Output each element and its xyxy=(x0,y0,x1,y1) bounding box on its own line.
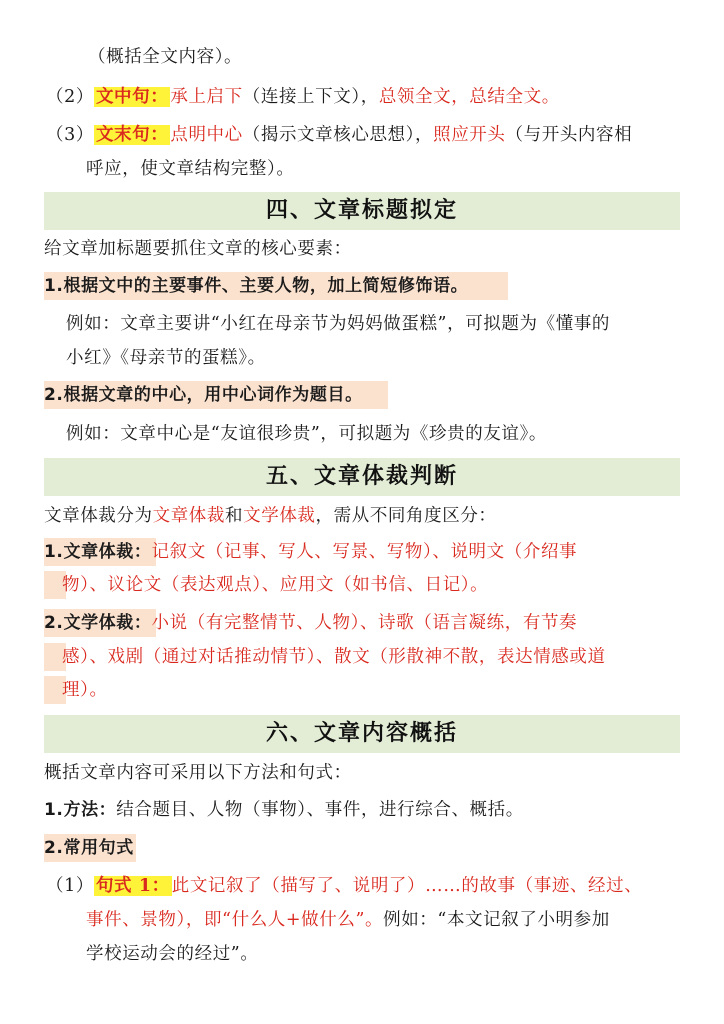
pattern-1-tag: 句式 1： xyxy=(95,876,170,896)
section-6-pattern-1-line-2 xyxy=(86,907,610,933)
section-5-point-2-label: 2.文学体裁： xyxy=(44,613,152,633)
section-5-point-2-line-3: 理）。 xyxy=(62,680,108,700)
summary-continuation: （概括全文内容）。 xyxy=(88,47,243,67)
section-5-point-1-line-1 xyxy=(44,539,577,565)
item-2-keyword: 承上启下 xyxy=(170,87,243,107)
section-5-point-1-text: 记叙文（记事、写人、写景、写物）、说明文（介绍事 xyxy=(151,542,578,562)
section-4-example-2: 例如：文章中心是“友谊很珍贵”，可拟题为《珍贵的友谊》。 xyxy=(66,424,547,444)
section-4-point-1: 1.根据文中的主要事件、主要人物，加上简短修饰语。 xyxy=(44,276,469,296)
item-3-number: （3） xyxy=(46,125,94,145)
section-6-method-label: 1.方法： xyxy=(44,800,117,820)
item-2-line xyxy=(46,84,560,110)
item-3-keyword: 点明中心 xyxy=(170,125,243,145)
section-5-point-2-text: 小说（有完整情节、人物）、诗歌（语言凝练，有节奏 xyxy=(151,613,578,633)
section-4-example-1-line-1: 例如：文章主要讲“小红在母亲节为妈妈做蛋糕”，可拟题为《懂事的 xyxy=(66,314,610,334)
item-3-keyword-2: 照应开头 xyxy=(433,125,506,145)
item-2-explain: （连接上下文）， xyxy=(242,87,379,107)
item-3-line-2: 呼应，使文章结构完整）。 xyxy=(86,159,295,179)
pattern-1-number: （1） xyxy=(46,876,94,896)
section-5-intro-text: 文章体裁分为 xyxy=(44,506,153,526)
section-6-patterns-label: 2.常用句式 xyxy=(44,838,134,858)
section-5-point-2-line-1 xyxy=(44,610,577,636)
section-6-pattern-1-line-1 xyxy=(46,873,642,899)
section-6-method-text: 结合题目、人物（事物）、事件，进行综合、概括。 xyxy=(116,800,524,820)
section-4-example-1-line-2: 小红》《母亲节的蛋糕》。 xyxy=(66,348,266,368)
item-3-tag: 文末句： xyxy=(95,125,169,145)
section-6-pattern-1-line-3: 学校运动会的经过”。 xyxy=(86,944,259,964)
item-2-keyword-2: 总领全文，总结全文。 xyxy=(378,87,560,107)
section-4-point-2: 2.根据文章的中心，用中心词作为题目。 xyxy=(44,385,363,405)
pattern-1-formula: 事件、景物），即“什么人+做什么”。 xyxy=(86,910,384,930)
section-5-intro-and: 和 xyxy=(225,506,244,526)
section-6-title: 六、文章内容概括 xyxy=(44,715,680,753)
section-5-intro-tail: ，需从不同角度区分： xyxy=(315,506,497,526)
section-5-intro-genre-1: 文章体裁 xyxy=(152,506,226,526)
item-2-number: （2） xyxy=(46,87,94,107)
pattern-1-example: 例如：“本文记叙了小明参加 xyxy=(383,910,610,930)
item-3-explain: （揭示文章核心思想）， xyxy=(242,125,434,145)
section-6-method-line xyxy=(44,797,524,823)
section-5-intro-genre-2: 文学体裁 xyxy=(243,506,316,526)
section-5-intro xyxy=(44,503,497,529)
section-4-intro: 给文章加标题要抓住文章的核心要素： xyxy=(44,239,352,259)
section-5-title: 五、文章体裁判断 xyxy=(44,458,680,496)
section-5-point-1-label: 1.文章体裁： xyxy=(44,542,152,562)
section-5-point-2-line-2: 感）、戏剧（通过对话推动情节）、散文（形散神不散，表达情感或道 xyxy=(62,647,606,667)
item-3-explain-2: （与开头内容相 xyxy=(505,125,633,145)
item-2-tag: 文中句： xyxy=(95,87,169,107)
section-6-intro: 概括文章内容可采用以下方法和句式： xyxy=(44,763,352,783)
pattern-1-text: 此文记叙了（描写了、说明了）……的故事（事迹、经过、 xyxy=(171,876,643,896)
section-4-title: 四、文章标题拟定 xyxy=(44,192,680,230)
item-3-line xyxy=(46,122,632,148)
section-5-point-1-line-2: 物）、议论文（表达观点）、应用文（如书信、日记）。 xyxy=(62,575,489,595)
